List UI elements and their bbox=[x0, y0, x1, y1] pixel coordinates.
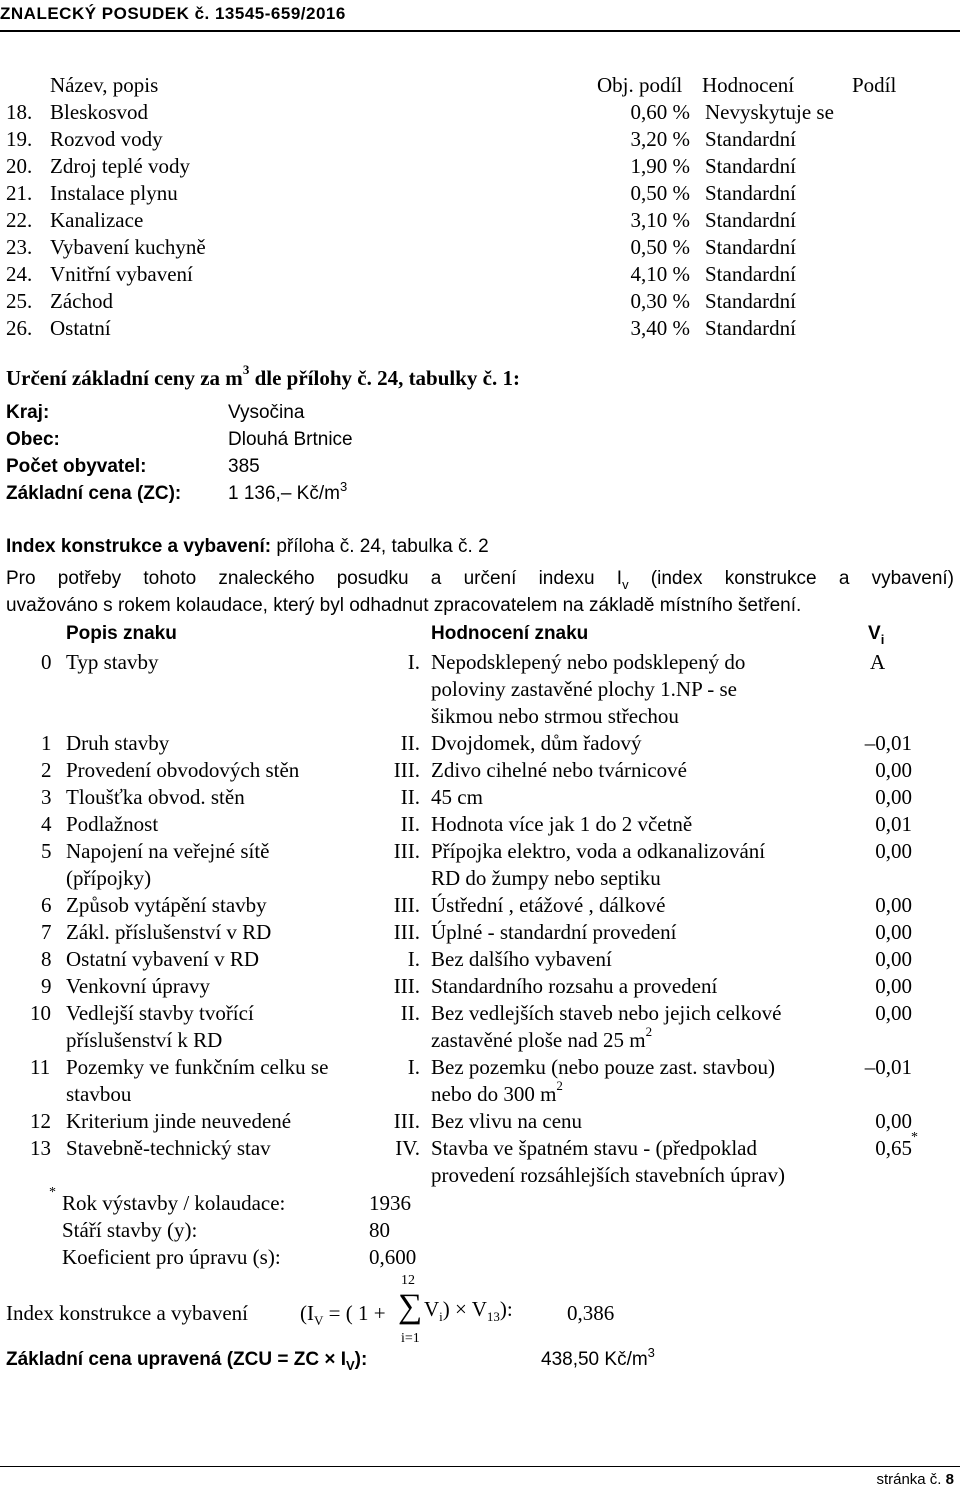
index-row-level: III. bbox=[393, 893, 420, 917]
column-name: Název, popis bbox=[50, 73, 159, 97]
koef-label: Koeficient pro úpravu (s): bbox=[62, 1245, 281, 1269]
index-row-name: Zákl. příslušenství v RD bbox=[66, 920, 272, 944]
index-row-number: 2 bbox=[41, 758, 52, 782]
index-row-value: 0,00 bbox=[875, 758, 912, 782]
index-row-name: Druh stavby bbox=[66, 731, 170, 755]
row-name: Instalace plynu bbox=[50, 181, 178, 205]
row-rating: Standardní bbox=[705, 181, 796, 205]
row-share: 3,10 % bbox=[630, 208, 690, 232]
index-row-number: 3 bbox=[41, 785, 52, 809]
row-name: Záchod bbox=[50, 289, 113, 313]
unit-superscript: 2 bbox=[645, 1024, 653, 1039]
zc-value: 1 136,– $Kč/m^3$ bbox=[228, 479, 348, 504]
column-share: Obj. podíl bbox=[597, 73, 683, 97]
index-row-name: Vedlejší stavby tvořící bbox=[66, 1001, 254, 1025]
unit-superscript: 2 bbox=[556, 1078, 563, 1093]
row-name: Vybavení kuchyně bbox=[50, 235, 206, 259]
index-row-value: 0,00 bbox=[875, 893, 912, 917]
stari-value: 80 bbox=[369, 1218, 390, 1242]
index-row-name: Kriterium jinde neuvedené bbox=[66, 1109, 292, 1133]
index-heading: Index konstrukce a vybavení: příloha č. 24, tabulka č. 2 bbox=[6, 536, 489, 557]
formula-expression: ($I_V$ = ( 1 + bbox=[300, 1301, 386, 1329]
index-row-description: Standardního rozsahu a provedení bbox=[431, 974, 718, 998]
header-divider bbox=[0, 30, 960, 32]
index-row-level: III. bbox=[393, 758, 420, 782]
index-row-name: Ostatní vybavení v RD bbox=[66, 947, 260, 971]
row-number: 21. bbox=[6, 181, 33, 205]
index-row-name: Provedení obvodových stěn bbox=[66, 758, 300, 782]
row-share: 3,40 % bbox=[630, 316, 690, 340]
zc-label: Základní cena (ZC): bbox=[6, 483, 182, 504]
index-row-description: poloviny zastavěné plochy 1.NP - se bbox=[431, 677, 737, 701]
sum-symbol: ∑ bbox=[398, 1288, 423, 1325]
row-share: 0,50 % bbox=[630, 235, 690, 259]
index-row-name: Napojení na veřejné sítě bbox=[66, 839, 270, 863]
index-row-level: IV. bbox=[395, 1136, 420, 1160]
index-row-number: 8 bbox=[41, 947, 52, 971]
index-row-value: 0,00 bbox=[875, 947, 912, 971]
index-row-level: III. bbox=[393, 974, 420, 998]
index-row-description: Bez vlivu na cenu bbox=[431, 1109, 583, 1133]
index-row-level: I. bbox=[407, 947, 420, 971]
page-number: stránka č. 8 bbox=[876, 1471, 954, 1488]
index-row-name-cont: stavbou bbox=[66, 1082, 132, 1106]
index-row-value: –0,01 bbox=[864, 1055, 912, 1079]
kraj-label: Kraj: bbox=[6, 402, 50, 423]
column-part: Podíl bbox=[852, 73, 897, 97]
index-row-level: II. bbox=[400, 812, 420, 836]
row-name: Kanalizace bbox=[50, 208, 144, 232]
row-name: Bleskosvod bbox=[50, 100, 149, 124]
index-row-number: 13 bbox=[30, 1136, 51, 1160]
kraj-value: Vysočina bbox=[228, 402, 305, 423]
index-row-description: Bez pozemku (nebo pouze zast. stavbou) bbox=[431, 1055, 776, 1079]
sum-upper-limit: 12 bbox=[401, 1273, 415, 1288]
index-row-name: Stavebně-technický stav bbox=[66, 1136, 271, 1160]
index-row-description: Hodnota více jak 1 do 2 včetně bbox=[431, 812, 693, 836]
index-row-name: Podlažnost bbox=[66, 812, 159, 836]
column-hodnoceni-znaku: Hodnocení znaku bbox=[431, 623, 589, 644]
index-row-value: 0,65 bbox=[875, 1136, 912, 1160]
index-row-value: 0,00 bbox=[875, 920, 912, 944]
row-number: 18. bbox=[6, 100, 33, 124]
obec-value: Dlouhá Brtnice bbox=[228, 429, 353, 450]
index-row-name: Venkovní úpravy bbox=[66, 974, 211, 998]
index-row-number: 10 bbox=[30, 1001, 51, 1025]
row-share: 0,30 % bbox=[630, 289, 690, 313]
column-rating: Hodnocení bbox=[702, 73, 795, 97]
index-row-value: 0,00 bbox=[875, 1109, 912, 1133]
note-asterisk: * bbox=[49, 1185, 56, 1200]
formula-expression-tail: $V_i) \times V_{13}$): bbox=[424, 1297, 513, 1325]
row-rating: Standardní bbox=[705, 127, 796, 151]
index-row-description: nebo do 300 $m^2$ bbox=[431, 1078, 563, 1106]
index-row-description: Dvojdomek, dům řadový bbox=[431, 731, 642, 755]
koef-value: 0,600 bbox=[369, 1245, 417, 1269]
row-share: 0,50 % bbox=[630, 181, 690, 205]
index-row-description: Bez dalšího vybavení bbox=[431, 947, 612, 971]
row-name: Zdroj teplé vody bbox=[50, 154, 190, 178]
sum-lower-limit: i=1 bbox=[401, 1331, 420, 1346]
index-row-level: I. bbox=[407, 1055, 420, 1079]
index-row-description: Bez vedlejších staveb nebo jejich celkové bbox=[431, 1001, 782, 1025]
index-row-value: –0,01 bbox=[864, 731, 912, 755]
row-share: 0,60 % bbox=[630, 100, 690, 124]
index-row-level: II. bbox=[400, 1001, 420, 1025]
final-value: 438,50 $Kč/m^3$ bbox=[541, 1345, 655, 1370]
column-vi: $V_i$ bbox=[868, 623, 885, 647]
row-rating: Standardní bbox=[705, 262, 796, 286]
row-rating: Standardní bbox=[705, 208, 796, 232]
row-name: Ostatní bbox=[50, 316, 111, 340]
row-number: 19. bbox=[6, 127, 33, 151]
index-row-description: zastavěné ploše nad 25 $m^2$ bbox=[431, 1024, 653, 1052]
index-row-name: Způsob vytápění stavby bbox=[66, 893, 267, 917]
row-share: 4,10 % bbox=[630, 262, 690, 286]
row-name: Rozvod vody bbox=[50, 127, 163, 151]
index-row-description: šikmou nebo strmou střechou bbox=[431, 704, 679, 728]
stari-label: Stáří stavby (y): bbox=[62, 1218, 198, 1242]
row-number: 24. bbox=[6, 262, 33, 286]
index-row-level: II. bbox=[400, 785, 420, 809]
document-header: ZNALECKÝ POSUDEK č. 13545-659/2016 bbox=[0, 4, 346, 23]
index-row-number: 9 bbox=[41, 974, 52, 998]
index-row-name: Pozemky ve funkčním celku se bbox=[66, 1055, 329, 1079]
index-row-number: 12 bbox=[30, 1109, 51, 1133]
row-rating: Standardní bbox=[705, 316, 796, 340]
index-row-level: I. bbox=[407, 650, 420, 674]
index-row-description: RD do žumpy nebo septiku bbox=[431, 866, 661, 890]
column-popis-znaku: Popis znaku bbox=[66, 623, 177, 644]
index-row-name-cont: příslušenství k RD bbox=[66, 1028, 223, 1052]
final-label: Základní cena upravená (ZCU = ZC × $I_V$): bbox=[6, 1349, 368, 1373]
row-share: 1,90 % bbox=[630, 154, 690, 178]
index-row-number: 7 bbox=[41, 920, 52, 944]
obec-label: Obec: bbox=[6, 429, 60, 450]
index-row-number: 5 bbox=[41, 839, 52, 863]
rok-value: 1936 bbox=[369, 1191, 411, 1215]
index-row-description: Úplné - standardní provedení bbox=[431, 920, 677, 944]
index-row-number: 11 bbox=[30, 1055, 51, 1079]
index-row-value: 0,00 bbox=[875, 785, 912, 809]
row-share: 3,20 % bbox=[630, 127, 690, 151]
index-row-value: 0,00 bbox=[875, 839, 912, 863]
index-row-name: Typ stavby bbox=[66, 650, 159, 674]
index-row-number: 6 bbox=[41, 893, 52, 917]
index-row-description: Ústřední , etážové , dálkové bbox=[431, 893, 666, 917]
index-row-value: 0,00 bbox=[875, 1001, 912, 1025]
index-row-number: 4 bbox=[41, 812, 52, 836]
pocet-value: 385 bbox=[228, 456, 260, 477]
index-row-level: III. bbox=[393, 839, 420, 863]
index-row-description: Zdivo cihelné nebo tvárnicové bbox=[431, 758, 687, 782]
pocet-label: Počet obyvatel: bbox=[6, 456, 147, 477]
index-row-level: III. bbox=[393, 1109, 420, 1133]
index-row-description: Nepodsklepený nebo podsklepený do bbox=[431, 650, 746, 674]
index-row-name-cont: (přípojky) bbox=[66, 866, 152, 890]
formula-result: 0,386 bbox=[567, 1301, 615, 1325]
row-rating: Standardní bbox=[705, 154, 796, 178]
index-row-description: Přípojka elektro, voda a odkanalizování bbox=[431, 839, 766, 863]
index-row-description: Stavba ve špatném stavu - (předpoklad bbox=[431, 1136, 757, 1160]
index-row-value: 0,00 bbox=[875, 974, 912, 998]
value-asterisk: * bbox=[911, 1130, 918, 1145]
row-number: 25. bbox=[6, 289, 33, 313]
rok-label: Rok výstavby / kolaudace: bbox=[62, 1191, 286, 1215]
index-row-number: 1 bbox=[41, 731, 52, 755]
row-number: 23. bbox=[6, 235, 33, 259]
row-number: 26. bbox=[6, 316, 33, 340]
index-paragraph-line1: Pro potřeby tohoto znaleckého posudku a určení indexu $I_v$ (index konstrukce a vybavení) bbox=[6, 568, 954, 592]
row-rating: Standardní bbox=[705, 235, 796, 259]
index-row-number: 0 bbox=[41, 650, 52, 674]
index-row-level: II. bbox=[400, 731, 420, 755]
row-number: 22. bbox=[6, 208, 33, 232]
index-row-value: A bbox=[870, 650, 886, 674]
footer-divider bbox=[0, 1466, 960, 1467]
row-rating: Nevyskytuje se bbox=[705, 100, 834, 124]
index-row-level: III. bbox=[393, 920, 420, 944]
formula-label: Index konstrukce a vybavení bbox=[6, 1301, 249, 1325]
index-row-description: provedení rozsáhlejších stavebních úprav) bbox=[431, 1163, 785, 1187]
base-price-heading: Určení základní ceny za $m^3$ dle přílohy č. 24, tabulky č. 1: bbox=[6, 362, 520, 390]
row-number: 20. bbox=[6, 154, 33, 178]
row-rating: Standardní bbox=[705, 289, 796, 313]
index-paragraph-line2: uvažováno s rokem kolaudace, který byl odhadnut zpracovatelem na základě místního šetření. bbox=[6, 595, 802, 616]
index-row-name: Tloušťka obvod. stěn bbox=[66, 785, 245, 809]
index-row-value: 0,01 bbox=[875, 812, 912, 836]
row-name: Vnitřní vybavení bbox=[50, 262, 193, 286]
index-row-description: 45 cm bbox=[431, 785, 483, 809]
